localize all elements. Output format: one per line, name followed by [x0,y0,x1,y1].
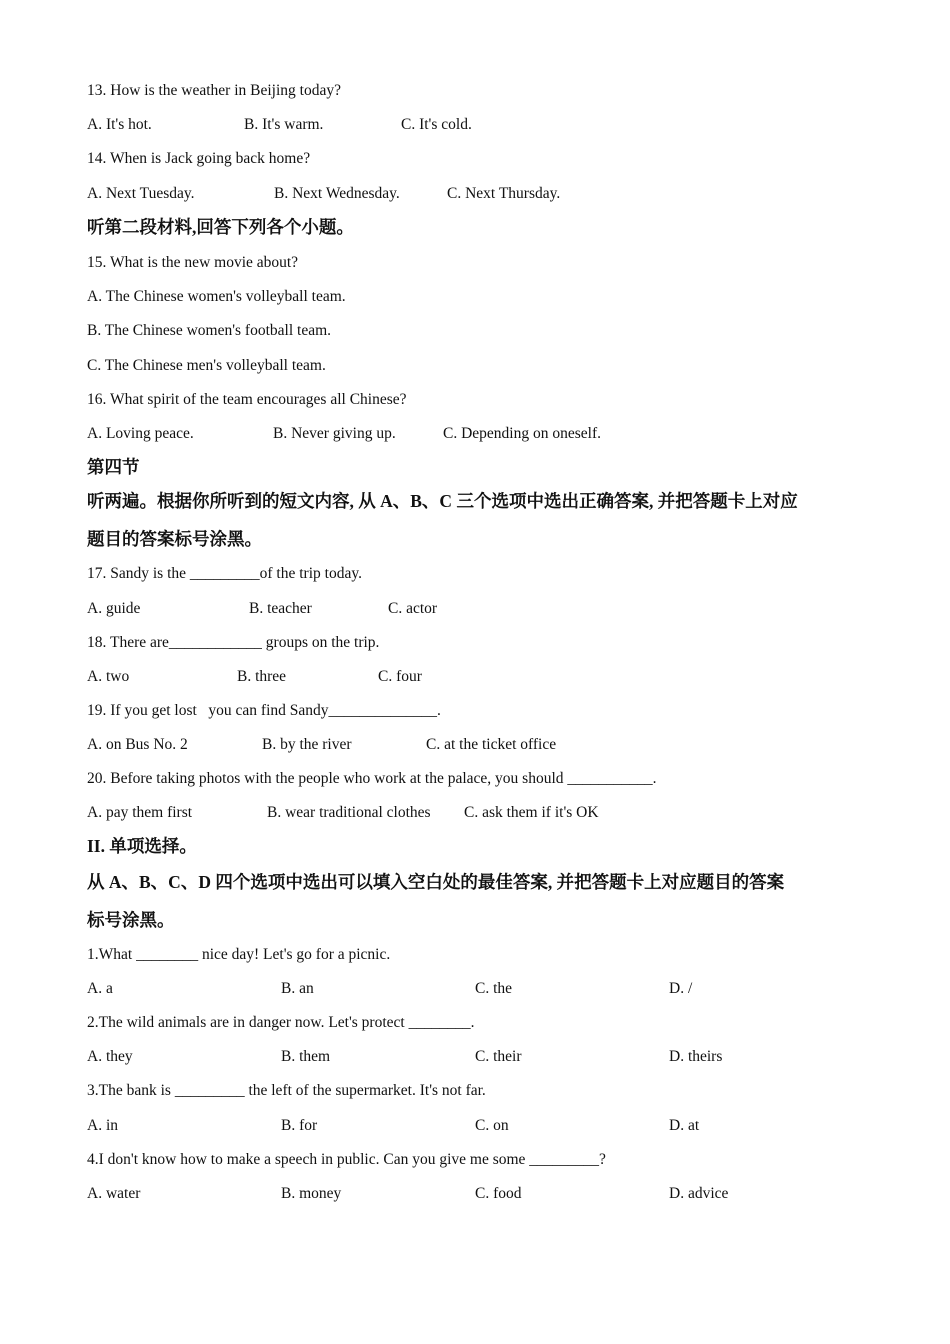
option-15-0: A. guide [87,600,141,617]
question-line: 19. If you get lost you can find Sandy______________. [87,702,441,719]
section-heading: 标号涂黑。 [87,910,175,930]
question-line: 13. How is the weather in Beijing today? [87,82,341,99]
question-line: 4.I don't know how to make a speech in public. Can you give me some _________? [87,1151,606,1168]
option-19-2: C. at the ticket office [426,736,557,753]
question-line: B. The Chinese women's football team. [87,322,332,339]
option-10-0: A. Loving peace. [87,425,194,442]
option-3-1: B. Next Wednesday. [274,185,400,202]
option-30-3: D. at [669,1117,700,1134]
option-1-1: B. It's warm. [244,116,324,133]
option-28-2: C. their [475,1048,522,1065]
option-21-1: B. wear traditional clothes [267,804,431,821]
option-32-2: C. food [475,1185,522,1202]
option-10-2: C. Depending on oneself. [443,425,601,442]
section-heading: 第四节 [87,457,140,477]
option-3-2: C. Next Thursday. [447,185,561,202]
option-17-0: A. two [87,668,130,685]
section-heading: 听两遍。根据你所听到的短文内容, 从 A、B、C 三个选项中选出正确答案, 并把答题卡上对应 [87,491,798,511]
section-heading: 题目的答案标号涂黑。 [87,529,262,549]
option-21-2: C. ask them if it's OK [464,804,599,821]
section-heading: 从 A、B、C、D 四个选项中选出可以填入空白处的最佳答案, 并把答题卡上对应题目的答案 [87,872,785,892]
question-line: 17. Sandy is the _________of the trip today. [87,565,362,582]
question-line: 18. There are____________ groups on the trip. [87,634,380,651]
option-1-0: A. It's hot. [87,116,152,133]
question-line: 3.The bank is _________ the left of the supermarket. It's not far. [87,1082,486,1099]
section-heading: II. 单项选择。 [87,836,197,856]
option-32-3: D. advice [669,1185,729,1202]
option-30-1: B. for [281,1117,318,1134]
option-17-1: B. three [237,668,287,685]
option-30-0: A. in [87,1117,118,1134]
option-28-1: B. them [281,1048,331,1065]
option-15-2: C. actor [388,600,438,617]
option-3-0: A. Next Tuesday. [87,185,195,202]
question-line: 2.The wild animals are in danger now. Let's protect ________. [87,1014,475,1031]
section-heading: 听第二段材料,回答下列各个小题。 [87,217,354,237]
option-15-1: B. teacher [249,600,312,617]
option-26-3: D. / [669,980,693,997]
option-19-1: B. by the river [262,736,352,753]
option-19-0: A. on Bus No. 2 [87,736,188,753]
option-10-1: B. Never giving up. [273,425,396,442]
option-28-3: D. theirs [669,1048,723,1065]
option-26-2: C. the [475,980,513,997]
option-17-2: C. four [378,668,422,685]
question-line: C. The Chinese men's volleyball team. [87,357,326,374]
option-26-1: B. an [281,980,314,997]
question-line: 20. Before taking photos with the people who work at the palace, you should ___________. [87,770,657,787]
question-line: 1.What ________ nice day! Let's go for a picnic. [87,946,391,963]
question-line: 16. What spirit of the team encourages all Chinese? [87,391,407,408]
option-1-2: C. It's cold. [401,116,472,133]
option-21-0: A. pay them first [87,804,193,821]
option-28-0: A. they [87,1048,133,1065]
option-30-2: C. on [475,1117,509,1134]
option-26-0: A. a [87,980,113,997]
option-32-1: B. money [281,1185,342,1202]
question-line: 14. When is Jack going back home? [87,150,311,167]
option-32-0: A. water [87,1185,141,1202]
question-line: 15. What is the new movie about? [87,254,299,271]
question-line: A. The Chinese women's volleyball team. [87,288,346,305]
